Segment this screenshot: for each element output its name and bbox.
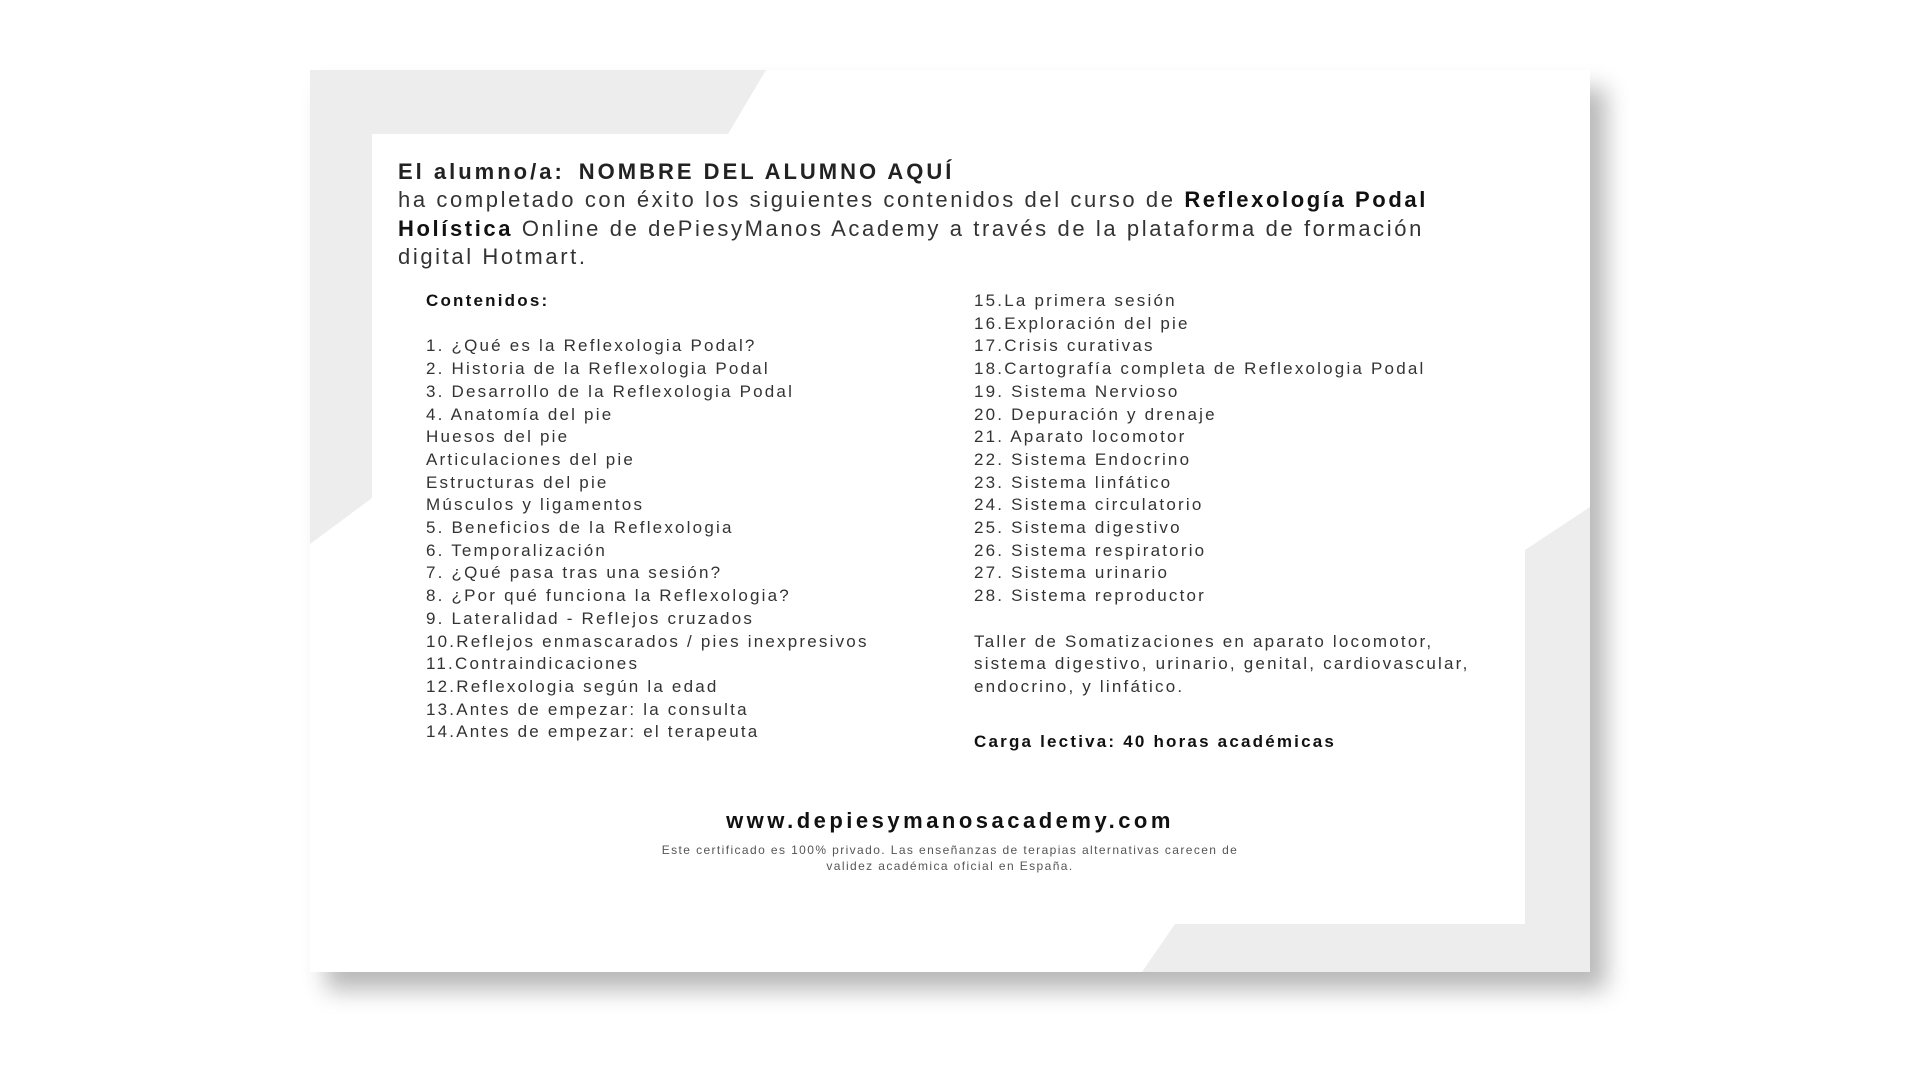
content-item: 2. Historia de la Reflexologia Podal	[426, 359, 770, 379]
content-item: 21. Aparato locomotor	[974, 427, 1187, 447]
content-item: 28. Sistema reproductor	[974, 586, 1207, 606]
certificate-footer	[310, 808, 1590, 874]
certificate-content	[398, 158, 1488, 751]
content-item: 18.Cartografía completa de Reflexologia Podal	[974, 359, 1426, 379]
content-item: 17.Crisis curativas	[974, 336, 1155, 356]
content-subitem: Huesos del pie	[426, 427, 570, 447]
content-item: 9. Lateralidad - Reflejos cruzados	[426, 608, 755, 628]
taller-text: Taller de Somatizaciones en aparato locomotor, sistema digestivo, urinario, genital, cardiovascular, endocrino, y linfático.	[974, 631, 1470, 696]
contents-left-column	[426, 290, 869, 744]
intro-text-2: Online de dePiesyManos Academy a través de la plataforma de formación digital Hotmart.	[398, 215, 1424, 269]
content-item: 7. ¿Qué pasa tras una sesión?	[426, 563, 723, 583]
website-url: www.depiesymanosacademy.com	[726, 808, 1174, 833]
content-item: 27. Sistema urinario	[974, 563, 1170, 583]
content-item: 1. ¿Qué es la Reflexologia Podal?	[426, 336, 757, 356]
course-name: Reflexología Podal Holística	[398, 187, 1428, 241]
content-item: 23. Sistema linfático	[974, 472, 1173, 492]
content-item: 24. Sistema circulatorio	[974, 495, 1204, 515]
student-label: El alumno/a:	[398, 159, 565, 184]
contents-heading: Contenidos:	[426, 291, 550, 310]
content-subitem: Estructuras del pie	[426, 472, 609, 492]
student-line	[398, 158, 1488, 186]
student-name: NOMBRE DEL ALUMNO AQUÍ	[578, 159, 955, 184]
content-item: 26. Sistema respiratorio	[974, 540, 1207, 560]
content-item: 25. Sistema digestivo	[974, 518, 1182, 538]
content-item: 8. ¿Por qué funciona la Reflexologia?	[426, 586, 791, 606]
certificate-card	[310, 70, 1590, 972]
content-item: 22. Sistema Endocrino	[974, 449, 1192, 469]
content-item: 6. Temporalización	[426, 540, 608, 560]
content-subitem: Músculos y ligamentos	[426, 495, 645, 515]
content-item: 19. Sistema Nervioso	[974, 381, 1180, 401]
contents-right-column	[974, 290, 1494, 753]
content-item: 20. Depuración y drenaje	[974, 404, 1217, 424]
intro-paragraph	[398, 186, 1488, 272]
content-item: 13.Antes de empezar: la consulta	[426, 699, 749, 719]
content-item: 3. Desarrollo de la Reflexologia Podal	[426, 381, 795, 401]
content-item: 10.Reflejos enmascarados / pies inexpresivos	[426, 631, 869, 651]
content-item: 15.La primera sesión	[974, 291, 1177, 310]
content-subitem: Articulaciones del pie	[426, 449, 636, 469]
content-item: 11.Contraindicaciones	[426, 654, 640, 674]
content-item: 5. Beneficios de la Reflexologia	[426, 518, 734, 538]
content-item: 12.Reflexologia según la edad	[426, 676, 719, 696]
disclaimer-text: Este certificado es 100% privado. Las enseñanzas de terapias alternativas carecen de validez académica oficial en España.	[661, 843, 1239, 873]
content-item: 4. Anatomía del pie	[426, 404, 614, 424]
content-item: 14.Antes de empezar: el terapeuta	[426, 722, 760, 742]
carga-lectiva: Carga lectiva: 40 horas académicas	[974, 731, 1337, 751]
intro-text-1: ha completado con éxito los siguientes contenidos del curso de	[398, 187, 1185, 212]
content-item: 16.Exploración del pie	[974, 313, 1190, 333]
